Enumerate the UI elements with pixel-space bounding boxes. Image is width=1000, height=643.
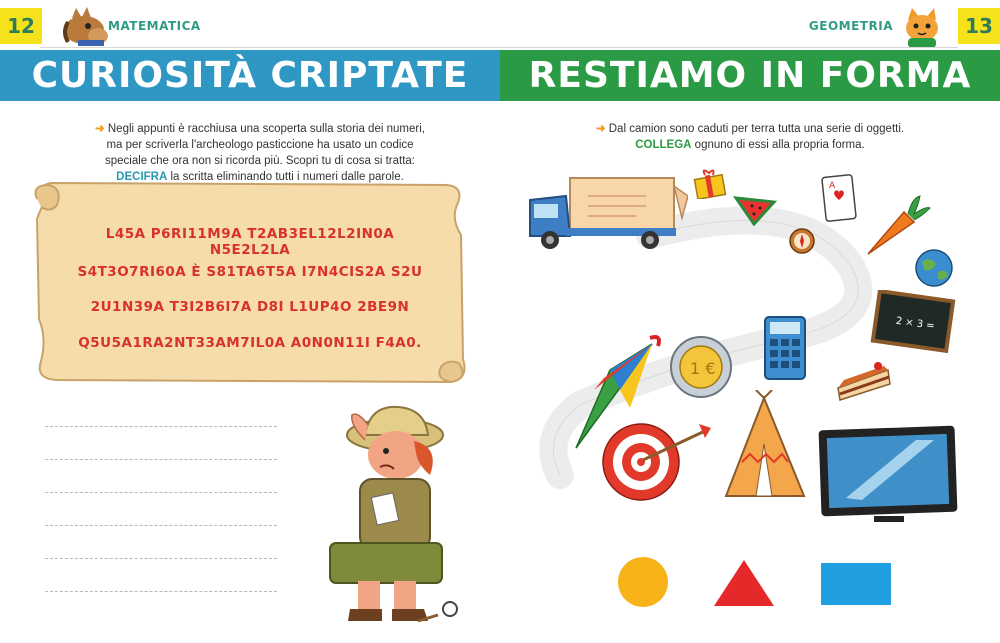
right-page xyxy=(500,0,1000,643)
subject-label: MATEMATICA xyxy=(108,19,201,33)
header-divider xyxy=(40,47,500,48)
answer-line[interactable] xyxy=(45,426,277,427)
television-object[interactable] xyxy=(816,424,962,528)
tepee-object[interactable] xyxy=(720,390,810,502)
answer-line[interactable] xyxy=(45,492,277,493)
svg-text:1 €: 1 € xyxy=(690,359,716,378)
code-line-4: Q5U5A1RA2NT33AM7IL0A A0N0N11I F4A0. xyxy=(78,335,422,351)
compass-object[interactable] xyxy=(787,226,817,256)
globe-object[interactable] xyxy=(912,246,956,290)
page-title: RESTIAMO IN FORMA xyxy=(500,50,1000,101)
header-divider xyxy=(500,47,958,48)
cake-object[interactable] xyxy=(834,358,894,404)
page-number: 13 xyxy=(958,8,1000,44)
blackboard-object[interactable] xyxy=(870,290,956,358)
code-line-1: L45A P6RI11M9A T2AB3EL12L2IN0A N5E2L2LA xyxy=(105,226,395,258)
gift-object[interactable] xyxy=(693,167,727,199)
svg-text:A: A xyxy=(829,181,836,191)
keyword-collega: COLLEGA xyxy=(635,139,692,151)
answer-line[interactable] xyxy=(45,558,277,559)
answer-line[interactable] xyxy=(45,459,277,460)
watermelon-object[interactable] xyxy=(732,192,778,226)
page-number: 12 xyxy=(0,8,42,44)
answer-line[interactable] xyxy=(45,525,277,526)
circle-shape[interactable] xyxy=(617,556,669,608)
subject-label: GEOMETRIA xyxy=(808,19,893,33)
target-object[interactable] xyxy=(595,416,715,502)
playing-card-object[interactable] xyxy=(818,172,862,226)
instruction-text: ➜ Negli appunti è racchiusa una scoperta sulla storia dei numeri, ma per scriverla l'archeologo pasticcione ha usato un codice speciale che ora non si ricorda più. Scopri tu di cosa si tratta: DECIFRA la scritta eliminando tutti i numeri dalle parole. xyxy=(95,123,425,183)
rectangle-shape[interactable] xyxy=(820,562,892,606)
horse-mascot-icon xyxy=(54,6,110,50)
code-line-3: 2U1N39A T3I2B6I7A D8I L1UP4O 2BE9N xyxy=(90,299,410,315)
arrow-icon: ➜ xyxy=(95,123,105,135)
answer-line[interactable] xyxy=(45,591,277,592)
archaeologist-illustration xyxy=(290,395,470,630)
triangle-shape[interactable] xyxy=(713,558,775,608)
code-line-2: S4T3O7RI60A È S81TA6T5A I7N4CIS2A S2U xyxy=(77,264,423,280)
arrow-icon: ➜ xyxy=(595,123,606,135)
truck-object[interactable] xyxy=(526,176,688,252)
keyword-decifra: DECIFRA xyxy=(116,171,168,183)
instruction-text: ➜ Dal camion sono caduti per terra tutta una serie di oggetti. COLLEGA ognuno di essi alla propria forma. xyxy=(595,123,905,151)
cat-mascot-icon xyxy=(896,6,948,50)
svg-text:2 × 3 =: 2 × 3 = xyxy=(895,315,936,332)
parchment-scroll xyxy=(27,179,469,386)
calculator-object[interactable] xyxy=(762,314,808,382)
page-title: CURIOSITÀ CRIPTATE xyxy=(0,50,500,101)
